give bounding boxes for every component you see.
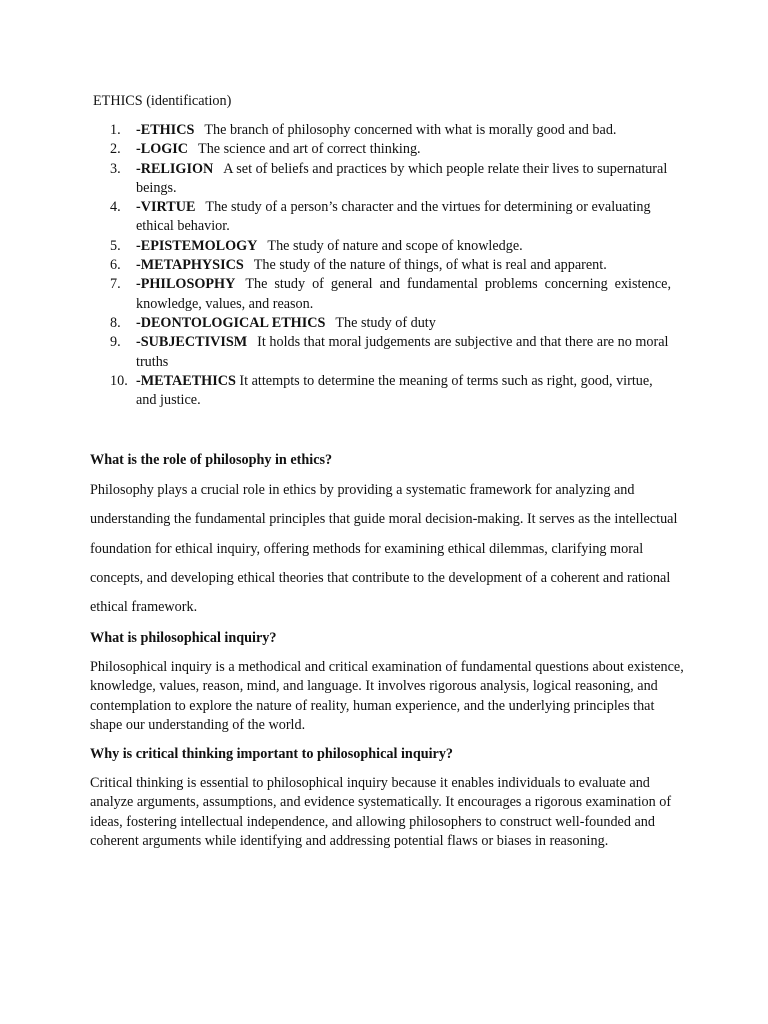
list-item (0, 256, 671, 275)
term-definition: The science and art of correct thinking. (198, 141, 421, 158)
item-number: 8. (110, 314, 121, 331)
term-definition: It holds that moral judgements are subjective and that there are no moral truths (136, 334, 669, 370)
item-number: 1. (110, 122, 121, 138)
list-item (0, 160, 671, 199)
list-item (0, 198, 671, 237)
term-label: -METAPHYSICS (136, 257, 244, 274)
list-item (0, 275, 671, 314)
answer-paragraph: Philosophy plays a crucial role in ethics by providing a systematic framework for analyzing and understanding the fundamental principles that guide moral decision-making. It serves as the intellectual foundation for ethical inquiry, offering methods for examining ethical dilemmas, clarifying moral concepts, and developing ethical theories that contribute to the development of a coherent and rational ethical framework. (90, 482, 678, 616)
term-definition: The branch of philosophy concerned with what is morally good and bad. (204, 122, 617, 138)
item-number: 3. (110, 160, 121, 177)
term-label: -SUBJECTIVISM (136, 334, 248, 351)
term-label: -PHILOSOPHY (136, 276, 236, 293)
term-definition: The study of general and fundamental problems concerning existence, knowledge, values, and reason. (136, 276, 671, 312)
term-label: -DEONTOLOGICAL ETHICS (136, 314, 326, 331)
list-item (0, 372, 671, 411)
term-definition: A set of beliefs and practices by which people relate their lives to supernatural beings. (136, 160, 668, 196)
item-number: 6. (110, 257, 121, 274)
term-definition: It attempts to determine the meaning of terms such as right, good, virtue, and justice. (136, 372, 653, 409)
list-item (0, 314, 671, 333)
term-label: -METAETHICS (136, 372, 236, 389)
term-definition: The study of nature and scope of knowledge. (267, 237, 523, 254)
item-number: 10. (110, 372, 128, 389)
list-item (0, 237, 671, 256)
item-number: 4. (110, 199, 121, 216)
term-definition: The study of the nature of things, of what is real and apparent. (253, 257, 607, 274)
list-item (0, 140, 671, 159)
term-definition: The study of a person’s character and the virtues for determining or evaluating ethical behavior. (136, 199, 651, 235)
list-item (0, 121, 671, 140)
term-label: -ETHICS (136, 122, 195, 138)
question-heading: Why is critical thinking important to philosophical inquiry? (90, 746, 454, 762)
term-label: -EPISTEMOLOGY (136, 237, 258, 254)
list-item (0, 333, 671, 372)
term-label: -LOGIC (136, 141, 189, 158)
question-heading: What is philosophical inquiry? (90, 630, 277, 646)
item-number: 7. (110, 276, 121, 293)
document-title: ETHICS (identification) (93, 93, 232, 109)
question-heading: What is the role of philosophy in ethics? (90, 452, 333, 468)
answer-paragraph: Critical thinking is essential to philosophical inquiry because it enables individuals to evaluate and analyze arguments, assumptions, and evidence systematically. It encourages a rigorous examination of ideas, fostering intellectual independence, and allowing philosophers to construct well-founded and coherent arguments while identifying and addressing potential flaws or biases in reasoning. (90, 775, 672, 849)
term-definition: The study of duty (335, 314, 436, 331)
item-number: 2. (110, 141, 121, 158)
answer-paragraph: Philosophical inquiry is a methodical and critical examination of fundamental questions about existence, knowledge, values, reason, mind, and language. It involves rigorous analysis, logical reasoning, and contemplation to explore the nature of reality, human experience, and the underlying principles that shape our understanding of the world. (90, 659, 684, 733)
item-number: 5. (110, 237, 121, 254)
term-label: -VIRTUE (136, 199, 196, 216)
term-list (0, 121, 768, 410)
term-label: -RELIGION (136, 160, 214, 177)
item-number: 9. (110, 334, 121, 351)
